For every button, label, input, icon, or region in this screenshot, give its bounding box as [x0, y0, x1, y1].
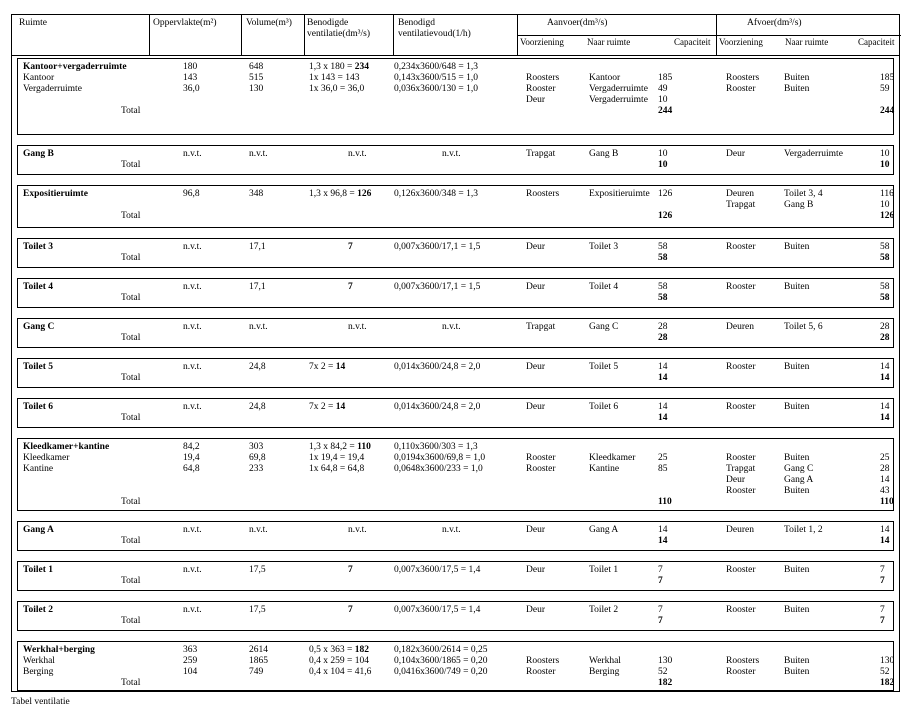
cell-fv: Rooster [726, 402, 756, 412]
cell-vent-bold: 7 [348, 565, 353, 575]
cell-voud: n.v.t. [442, 149, 461, 159]
cell-opp: n.v.t. [183, 525, 202, 535]
cell-vent: 1,3 x 84,2 = 110 [309, 442, 371, 452]
cell-fn: Buiten [784, 84, 810, 94]
total-label: Total [121, 497, 141, 507]
total-ac: 14 [658, 373, 668, 383]
total-ac: 58 [658, 253, 668, 263]
cell-opp: n.v.t. [183, 565, 202, 575]
cell-voud: 0,036x3600/130 = 1,0 [394, 84, 478, 94]
cell-opp: 180 [183, 62, 198, 72]
cell-fv: Deur [726, 149, 745, 159]
cell-an: Toilet 3 [589, 242, 619, 252]
cell-an: Toilet 5 [589, 362, 619, 372]
cell-vol: n.v.t. [249, 525, 268, 535]
cell-voud: 0,126x3600/348 = 1,3 [394, 189, 478, 199]
total-fc: 58 [880, 253, 890, 263]
cell-fc: 116 [880, 189, 894, 199]
cell-vent: 1x 36,0 = 36,0 [309, 84, 365, 94]
cell-ruimte: Kleedkamer+kantine [23, 442, 110, 452]
cell-ac: 130 [658, 656, 673, 666]
cell-vol: 17,5 [249, 605, 266, 615]
cell-voud: n.v.t. [442, 525, 461, 535]
cell-voud: 0,007x3600/17,1 = 1,5 [394, 242, 481, 252]
cell-opp: 64,8 [183, 464, 200, 474]
cell-fn: Buiten [784, 605, 810, 615]
cell-ruimte: Werkhal+berging [23, 645, 95, 655]
cell-vol: n.v.t. [249, 322, 268, 332]
cell-vent-bold: 14 [335, 362, 346, 372]
header-afvoer: Afvoer(dm³/s) [747, 18, 802, 28]
cell-opp: n.v.t. [183, 282, 202, 292]
total-ac: 110 [658, 497, 672, 507]
cell-vol: 749 [249, 667, 264, 677]
cell-vent: 1x 64,8 = 64,8 [309, 464, 365, 474]
cell-vol: 17,1 [249, 242, 266, 252]
cell-fc: 10 [880, 200, 890, 210]
cell-fc: 28 [880, 464, 890, 474]
cell-vent [348, 282, 353, 293]
cell-an: Berging [589, 667, 620, 677]
cell-vol: 17,1 [249, 282, 266, 292]
cell-ac: 7 [658, 605, 663, 615]
cell-vent [348, 242, 353, 253]
cell-vol: 233 [249, 464, 264, 474]
cell-an: Expositieruimte [589, 189, 650, 199]
cell-voud: 0,234x3600/648 = 1,3 [394, 62, 478, 72]
header-aanvoer-voorziening: Voorziening [520, 37, 564, 47]
cell-ruimte: Toilet 6 [23, 402, 53, 412]
cell-opp: 36,0 [183, 84, 200, 94]
cell-fv: Rooster [726, 362, 756, 372]
header-oppervlakte: Oppervlakte(m²) [153, 18, 217, 28]
cell-voud: 0,0194x3600/69,8 = 1,0 [394, 453, 486, 463]
cell-voud: 0,007x3600/17,5 = 1,4 [394, 565, 481, 575]
cell-ac: 25 [658, 453, 668, 463]
cell-av: Roosters [526, 73, 560, 83]
cell-fn: Toilet 5, 6 [784, 322, 823, 332]
cell-av: Roosters [526, 656, 560, 666]
cell-vent-bold: 126 [357, 189, 372, 199]
total-fc: 126 [880, 211, 895, 221]
cell-fn: Vergaderruimte [784, 149, 843, 159]
cell-opp: n.v.t. [183, 402, 202, 412]
cell-fn: Buiten [784, 453, 810, 463]
total-fc: 14 [880, 373, 890, 383]
cell-an: Kleedkamer [589, 453, 636, 463]
cell-fc: 59 [880, 84, 890, 94]
total-ac: 10 [658, 160, 668, 170]
cell-fc: 14 [880, 525, 890, 535]
cell-vent-bold: 7 [348, 242, 353, 252]
cell-ruimte: Toilet 4 [23, 282, 53, 292]
cell-av: Deur [526, 605, 545, 615]
cell-an: Toilet 6 [589, 402, 619, 412]
total-label: Total [121, 253, 141, 263]
cell-vent: 0,4 x 104 = 41,6 [309, 667, 372, 677]
cell-ac: 10 [658, 149, 668, 159]
cell-fc: 14 [880, 362, 890, 372]
cell-opp: 96,8 [183, 189, 200, 199]
cell-fc: 25 [880, 453, 890, 463]
cell-fc: 28 [880, 322, 890, 332]
cell-av: Rooster [526, 464, 556, 474]
cell-vent: 1,3 x 96,8 = 126 [309, 189, 372, 199]
cell-fc: 58 [880, 242, 890, 252]
total-label: Total [121, 536, 141, 546]
cell-ruimte: Kantoor [23, 73, 55, 83]
header-ventilatievoud: ventilatievoud(1/h) [398, 29, 471, 39]
header-benodigde: Benodigde [307, 18, 349, 28]
cell-an: Toilet 1 [589, 565, 619, 575]
cell-vol: 648 [249, 62, 264, 72]
cell-fc: 130 [880, 656, 895, 666]
header-afvoer-capaciteit: Capaciteit [858, 37, 895, 47]
total-label: Total [121, 293, 141, 303]
cell-fn: Toilet 1, 2 [784, 525, 823, 535]
cell-av: Deur [526, 525, 545, 535]
cell-ac: 28 [658, 322, 668, 332]
cell-ruimte: Toilet 1 [23, 565, 53, 575]
cell-av: Trapgat [526, 322, 556, 332]
cell-fv: Roosters [726, 73, 760, 83]
cell-vol: 69,8 [249, 453, 266, 463]
cell-fv: Roosters [726, 656, 760, 666]
cell-an: Werkhal [589, 656, 621, 666]
cell-vent: 7x 2 = 14 [309, 362, 346, 372]
cell-an: Gang A [589, 525, 619, 535]
header-aanvoer: Aanvoer(dm³/s) [547, 18, 608, 28]
section-block [17, 185, 894, 228]
cell-vent-bold: 182 [354, 645, 369, 655]
cell-vol: 24,8 [249, 362, 266, 372]
cell-voud: 0,007x3600/17,1 = 1,5 [394, 282, 481, 292]
cell-fv: Deuren [726, 525, 754, 535]
cell-an: Vergaderruimte [589, 95, 648, 105]
cell-fv: Rooster [726, 282, 756, 292]
section-block [17, 641, 894, 691]
cell-fn: Buiten [784, 402, 810, 412]
cell-fv: Trapgat [726, 200, 756, 210]
cell-fn: Buiten [784, 486, 810, 496]
cell-av: Deur [526, 282, 545, 292]
cell-fc: 52 [880, 667, 890, 677]
cell-av: Deur [526, 242, 545, 252]
total-ac: 7 [658, 576, 663, 586]
header-afvoer-naar: Naar ruimte [785, 37, 829, 47]
section-block [17, 238, 894, 268]
total-label: Total [121, 160, 141, 170]
cell-voud: 0,007x3600/17,5 = 1,4 [394, 605, 481, 615]
cell-an: Toilet 4 [589, 282, 619, 292]
cell-vent: 1x 143 = 143 [309, 73, 360, 83]
total-ac: 126 [658, 211, 673, 221]
cell-fc: 10 [880, 149, 890, 159]
cell-fv: Rooster [726, 667, 756, 677]
cell-ac: 52 [658, 667, 668, 677]
cell-fn: Buiten [784, 242, 810, 252]
cell-ruimte: Toilet 3 [23, 242, 53, 252]
cell-ac: 14 [658, 525, 668, 535]
total-fc: 58 [880, 293, 890, 303]
cell-voud: 0,0648x3600/233 = 1,0 [394, 464, 483, 474]
table-caption: Tabel ventilatie [11, 697, 70, 707]
cell-voud: 0,110x3600/303 = 1,3 [394, 442, 478, 452]
section-block [17, 358, 894, 388]
cell-opp: n.v.t. [183, 149, 202, 159]
cell-fn: Gang A [784, 475, 814, 485]
cell-an: Gang B [589, 149, 619, 159]
cell-fc: 58 [880, 282, 890, 292]
total-ac: 182 [658, 678, 673, 688]
cell-ruimte: Gang B [23, 149, 54, 159]
total-fc: 244 [880, 106, 895, 116]
cell-ruimte: Gang C [23, 322, 55, 332]
total-fc: 28 [880, 333, 890, 343]
cell-voud: 0,104x3600/1865 = 0,20 [394, 656, 488, 666]
cell-vent: 0,4 x 259 = 104 [309, 656, 369, 666]
total-fc: 7 [880, 576, 885, 586]
cell-opp: 19,4 [183, 453, 200, 463]
cell-av: Deur [526, 362, 545, 372]
total-fc: 110 [880, 497, 894, 507]
section-block [17, 601, 894, 631]
cell-fn: Buiten [784, 362, 810, 372]
cell-av: Roosters [526, 189, 560, 199]
cell-av: Rooster [526, 84, 556, 94]
cell-ac: 14 [658, 362, 668, 372]
total-fc: 14 [880, 413, 890, 423]
header-aanvoer-capaciteit: Capaciteit [674, 37, 711, 47]
total-label: Total [121, 211, 141, 221]
cell-opp: 104 [183, 667, 198, 677]
cell-fv: Rooster [726, 486, 756, 496]
cell-vol: 130 [249, 84, 264, 94]
cell-vent: n.v.t. [348, 149, 367, 159]
cell-an: Vergaderruimte [589, 84, 648, 94]
cell-vent: n.v.t. [348, 525, 367, 535]
cell-fv: Rooster [726, 242, 756, 252]
cell-fn: Buiten [784, 565, 810, 575]
total-label: Total [121, 678, 141, 688]
section-block [17, 398, 894, 428]
cell-ruimte: Vergaderruimte [23, 84, 82, 94]
cell-fc: 14 [880, 475, 890, 485]
cell-fc: 7 [880, 565, 885, 575]
cell-fv: Deuren [726, 189, 754, 199]
cell-an: Kantoor [589, 73, 621, 83]
section-block [17, 561, 894, 591]
total-ac: 14 [658, 413, 668, 423]
total-fc: 10 [880, 160, 890, 170]
total-ac: 7 [658, 616, 663, 626]
cell-voud: 0,143x3600/515 = 1,0 [394, 73, 478, 83]
total-label: Total [121, 576, 141, 586]
cell-ruimte: Berging [23, 667, 54, 677]
cell-ac: 49 [658, 84, 668, 94]
cell-ruimte: Werkhal [23, 656, 55, 666]
cell-vent-bold: 7 [348, 282, 353, 292]
cell-vent-bold: 234 [354, 62, 369, 72]
section-block [17, 145, 894, 175]
total-ac: 28 [658, 333, 668, 343]
cell-fn: Gang B [784, 200, 814, 210]
header-volume: Volume(m³) [246, 18, 292, 28]
cell-ac: 185 [658, 73, 673, 83]
cell-opp: n.v.t. [183, 605, 202, 615]
cell-vent [348, 605, 353, 616]
cell-vol: 1865 [249, 656, 268, 666]
cell-vol: 24,8 [249, 402, 266, 412]
total-fc: 182 [880, 678, 895, 688]
cell-ac: 14 [658, 402, 668, 412]
cell-opp: 259 [183, 656, 198, 666]
cell-vol: 17,5 [249, 565, 266, 575]
cell-an: Gang C [589, 322, 619, 332]
table-header [12, 15, 899, 56]
cell-vol: 303 [249, 442, 264, 452]
cell-opp: n.v.t. [183, 322, 202, 332]
header-afvoer-voorziening: Voorziening [719, 37, 763, 47]
total-label: Total [121, 616, 141, 626]
ventilation-table [11, 14, 900, 692]
section-block [17, 278, 894, 308]
cell-vent: n.v.t. [348, 322, 367, 332]
header-ventilatie: ventilatie(dm³/s) [307, 29, 370, 39]
cell-fv: Rooster [726, 565, 756, 575]
cell-vent: 1x 19,4 = 19,4 [309, 453, 365, 463]
cell-vent: 0,5 x 363 = 182 [309, 645, 369, 655]
section-block [17, 438, 894, 511]
cell-an: Toilet 2 [589, 605, 619, 615]
cell-opp: 363 [183, 645, 198, 655]
total-fc: 14 [880, 536, 890, 546]
cell-vol: 2614 [249, 645, 268, 655]
cell-fv: Rooster [726, 453, 756, 463]
cell-fv: Rooster [726, 84, 756, 94]
cell-ruimte: Expositieruimte [23, 189, 88, 199]
cell-fc: 185 [880, 73, 895, 83]
cell-fn: Gang C [784, 464, 814, 474]
cell-opp: 143 [183, 73, 198, 83]
cell-fn: Toilet 3, 4 [784, 189, 823, 199]
cell-fn: Buiten [784, 282, 810, 292]
cell-ac: 58 [658, 282, 668, 292]
cell-voud: n.v.t. [442, 322, 461, 332]
cell-vol: 515 [249, 73, 264, 83]
cell-av: Deur [526, 565, 545, 575]
cell-av: Deur [526, 402, 545, 412]
section-block [17, 58, 894, 135]
cell-ruimte: Kantoor+vergaderruimte [23, 62, 127, 72]
total-ac: 58 [658, 293, 668, 303]
total-ac: 14 [658, 536, 668, 546]
cell-fv: Deuren [726, 322, 754, 332]
section-block [17, 318, 894, 348]
cell-fv: Deur [726, 475, 745, 485]
total-label: Total [121, 106, 141, 116]
cell-vol: n.v.t. [249, 149, 268, 159]
cell-ac: 85 [658, 464, 668, 474]
cell-av: Deur [526, 95, 545, 105]
cell-vent-bold: 7 [348, 605, 353, 615]
cell-fv: Rooster [726, 605, 756, 615]
cell-fn: Buiten [784, 667, 810, 677]
section-block [17, 521, 894, 551]
cell-vent-bold: 110 [357, 442, 371, 452]
total-fc: 7 [880, 616, 885, 626]
cell-opp: n.v.t. [183, 362, 202, 372]
cell-av: Trapgat [526, 149, 556, 159]
header-ruimte: Ruimte [19, 18, 47, 28]
cell-fc: 7 [880, 605, 885, 615]
cell-av: Rooster [526, 667, 556, 677]
cell-an: Kantine [589, 464, 620, 474]
cell-av: Rooster [526, 453, 556, 463]
cell-fn: Buiten [784, 656, 810, 666]
total-ac: 244 [658, 106, 673, 116]
cell-vent-bold: 14 [335, 402, 346, 412]
cell-ac: 58 [658, 242, 668, 252]
cell-opp: 84,2 [183, 442, 200, 452]
total-label: Total [121, 333, 141, 343]
cell-ac: 7 [658, 565, 663, 575]
cell-voud: 0,014x3600/24,8 = 2,0 [394, 402, 481, 412]
cell-voud: 0,014x3600/24,8 = 2,0 [394, 362, 481, 372]
cell-vent: 7x 2 = 14 [309, 402, 346, 412]
header-aanvoer-naar: Naar ruimte [587, 37, 631, 47]
cell-vol: 348 [249, 189, 264, 199]
cell-fn: Buiten [784, 73, 810, 83]
total-label: Total [121, 373, 141, 383]
cell-voud: 0,0416x3600/749 = 0,20 [394, 667, 488, 677]
cell-ac: 126 [658, 189, 673, 199]
cell-opp: n.v.t. [183, 242, 202, 252]
cell-ac: 10 [658, 95, 668, 105]
cell-fc: 14 [880, 402, 890, 412]
cell-ruimte: Kantine [23, 464, 54, 474]
cell-ruimte: Kleedkamer [23, 453, 70, 463]
cell-voud: 0,182x3600/2614 = 0,25 [394, 645, 488, 655]
cell-ruimte: Toilet 2 [23, 605, 53, 615]
cell-vent: 1,3 x 180 = 234 [309, 62, 369, 72]
cell-ruimte: Toilet 5 [23, 362, 53, 372]
cell-ruimte: Gang A [23, 525, 54, 535]
cell-fc: 43 [880, 486, 890, 496]
header-benodigd: Benodigd [398, 18, 435, 28]
cell-fv: Trapgat [726, 464, 756, 474]
cell-vent [348, 565, 353, 576]
total-label: Total [121, 413, 141, 423]
